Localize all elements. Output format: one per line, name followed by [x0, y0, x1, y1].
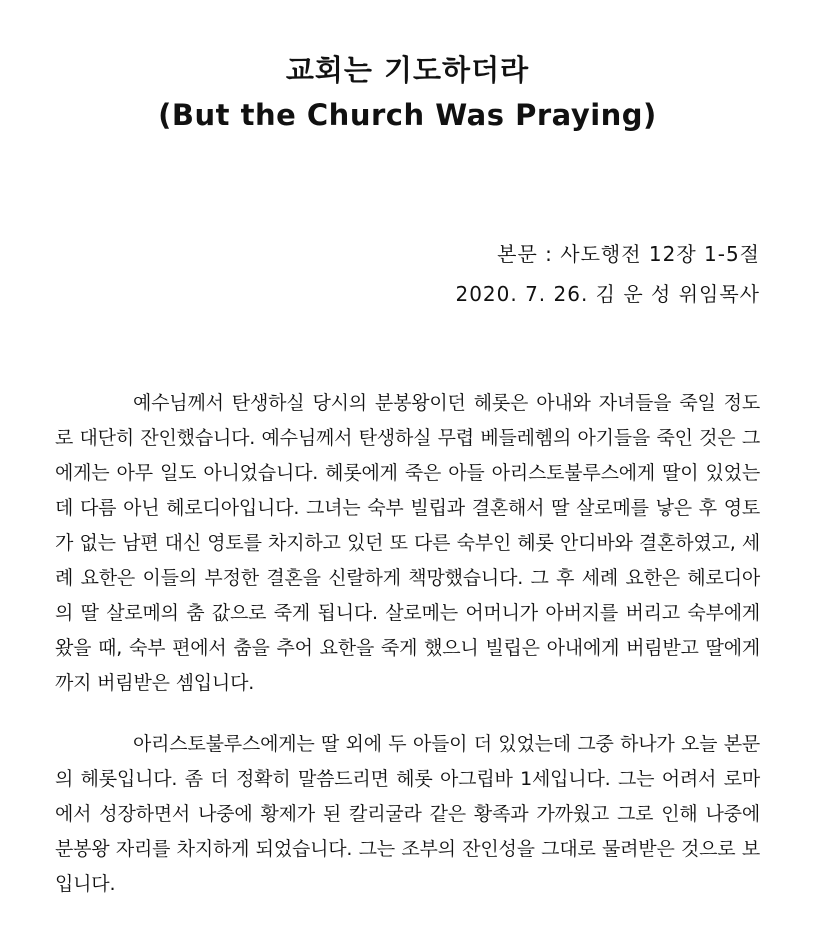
sermon-meta [455, 234, 760, 314]
page-title-english: (But the Church Was Praying) [158, 98, 657, 132]
date-and-author: 2020. 7. 26. 김 운 성 위임목사 [455, 282, 760, 306]
body-paragraph-1: 예수님께서 탄생하실 당시의 분봉왕이던 헤롯은 아내와 자녀들을 죽일 정도로 대단히 잔인했습니다. 예수님께서 탄생하실 무렵 베들레헴의 아기들을 죽인 것은 그에게는 아무 일도 아니었습니다. 헤롯에게 죽은 아들 아리스토불루스에게 딸이 있었는데 다름 아닌 헤로디아입니다. 그녀는 숙부 빌립과 결혼해서 딸 살로메를 낳은 후 영토가 없는 남편 대신 영토를 차지하고 있던 또 다른 숙부인 헤롯 안디바와 결혼하였고, 세례 요한은 이들의 부정한 결혼을 신랄하게 책망했습니다. 그 후 세례 요한은 헤로디아의 딸 살로메의 춤 값으로 죽게 됩니다. 살로메는 어머니가 아버지를 버리고 숙부에게 왔을 때, 숙부 편에서 춤을 추어 요한을 죽게 했으니 빌립은 아내에게 버림받고 딸에게까지 버림받은 셈입니다. [55, 392, 760, 694]
title-block [0, 48, 815, 138]
body-paragraph-2: 아리스토불루스에게는 딸 외에 두 아들이 더 있었는데 그중 하나가 오늘 본문의 헤롯입니다. 좀 더 정확히 말씀드리면 헤롯 아그립바 1세입니다. 그는 어려서 로마에서 성장하면서 나중에 황제가 된 칼리굴라 같은 황족과 가까웠고 그로 인해 나중에 분봉왕 자리를 차지하게 되었습니다. 그는 조부의 잔인성을 그대로 물려받은 것으로 보입니다. [55, 733, 760, 895]
page-title-korean: 교회는 기도하더라 [285, 53, 530, 87]
scripture-reference: 본문 : 사도행전 12장 1-5절 [497, 242, 760, 266]
